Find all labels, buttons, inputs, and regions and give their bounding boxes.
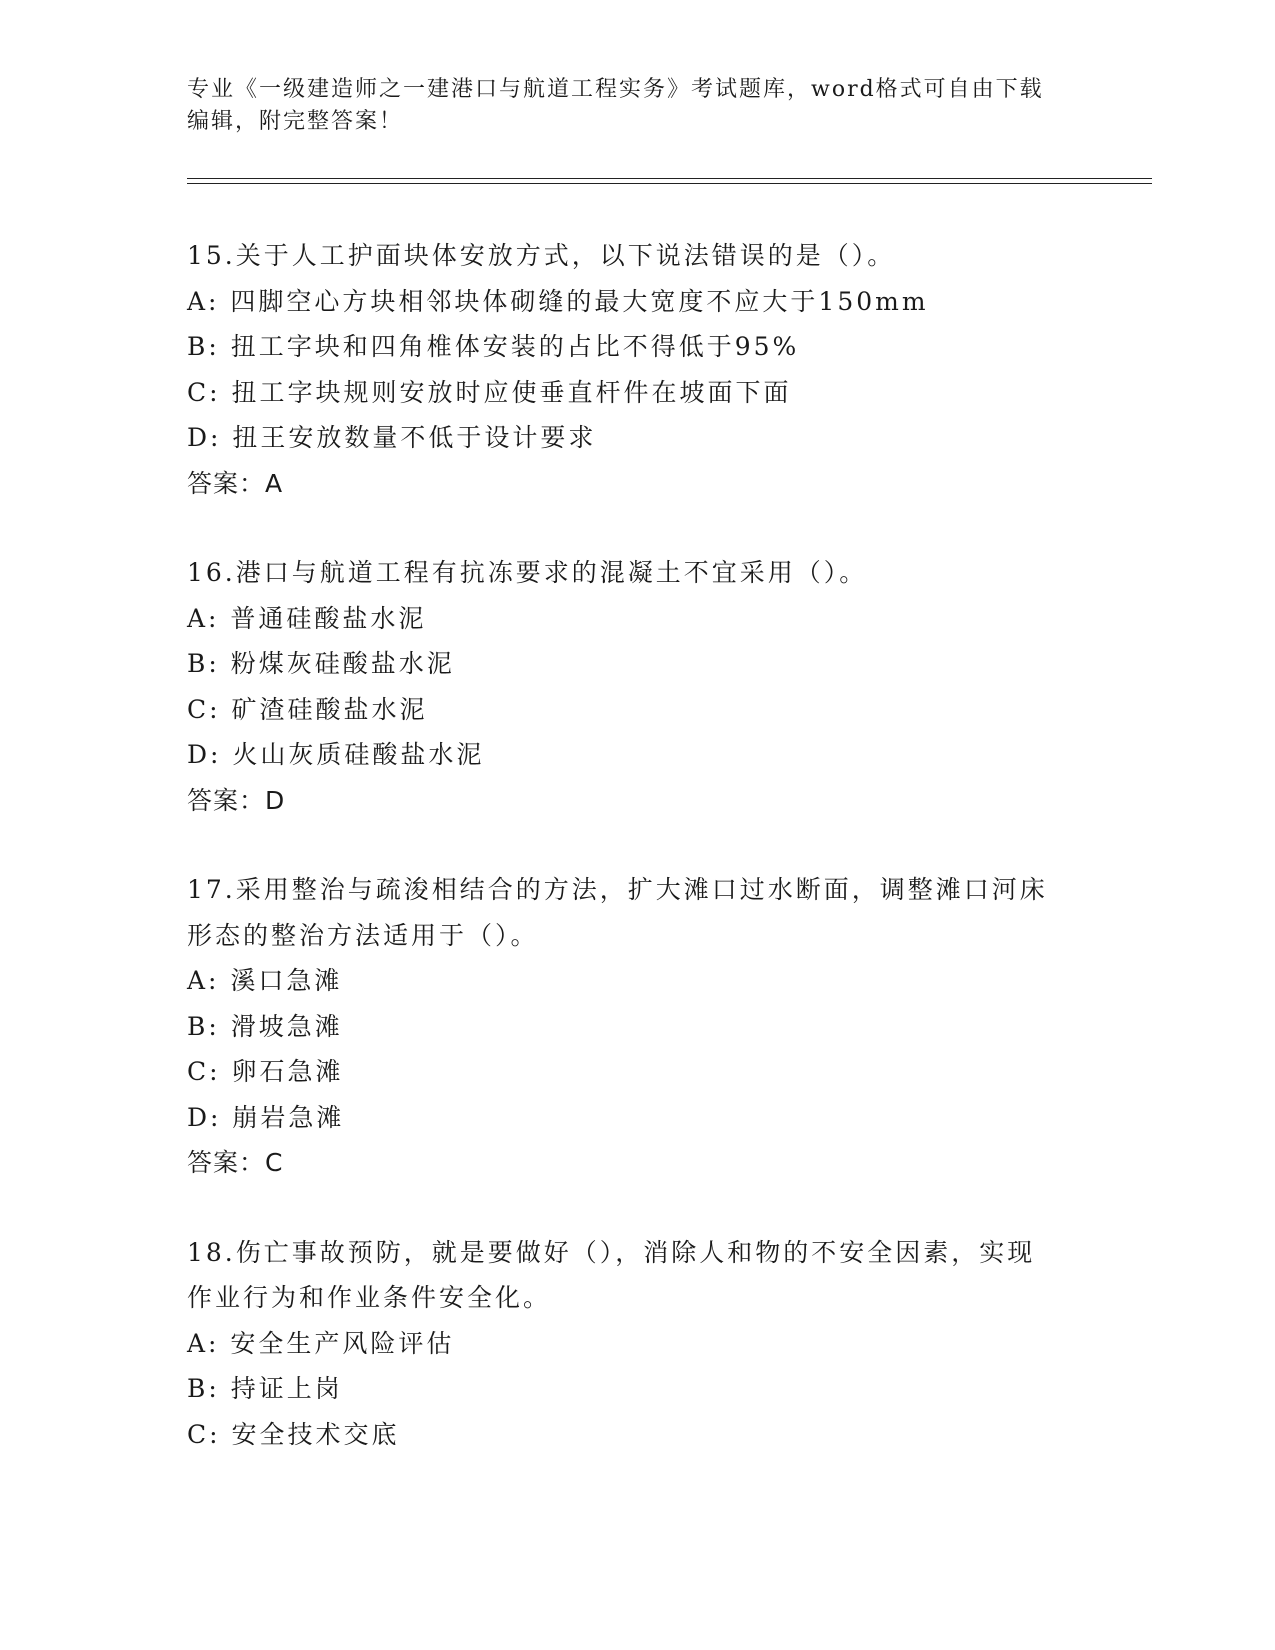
option-b: B: 滑坡急滩 (187, 1011, 343, 1041)
option-a: A: 四脚空心方块相邻块体砌缝的最大宽度不应大于150mm (187, 286, 929, 316)
answer-text: 答案：D (187, 785, 286, 815)
question-text-line-1: 18.伤亡事故预防，就是要做好（），消除人和物的不安全因素，实现 (187, 1237, 1036, 1267)
header-divider-top (187, 178, 1152, 179)
option-d: D: 崩岩急滩 (187, 1102, 345, 1132)
question-text-line-2: 形态的整治方法适用于（）。 (187, 920, 539, 950)
option-d: D: 火山灰质硅酸盐水泥 (187, 740, 485, 769)
option-a: A: 安全生产风险评估 (187, 1328, 455, 1358)
question-text: 16.港口与航道工程有抗冻要求的混凝土不宜采用（）。 (187, 558, 868, 587)
question-15 (187, 233, 1087, 506)
option-c: C: 扭工字块规则安放时应使垂直杆件在坡面下面 (187, 377, 792, 407)
option-b: B: 扭工字块和四角椎体安装的占比不得低于95% (187, 332, 800, 361)
header-divider-bottom (187, 183, 1152, 184)
option-b: B: 持证上岗 (187, 1374, 343, 1403)
option-a: A: 普通硅酸盐水泥 (187, 603, 427, 633)
question-18 (187, 1230, 1087, 1458)
header-line-2: 编辑，附完整答案！ (187, 109, 404, 134)
option-a: A: 溪口急滩 (187, 966, 343, 995)
option-c: C: 卵石急滩 (187, 1057, 344, 1086)
option-d: D: 扭王安放数量不低于设计要求 (187, 423, 597, 452)
document-header (187, 74, 1067, 138)
option-c: C: 安全技术交底 (187, 1419, 400, 1449)
question-17 (187, 867, 1087, 1186)
question-list (187, 233, 1087, 1501)
option-c: C: 矿渣硅酸盐水泥 (187, 694, 428, 724)
question-16 (187, 550, 1087, 823)
question-text: 15.关于人工护面块体安放方式，以下说法错误的是（）。 (187, 241, 896, 270)
answer-text: 答案：A (187, 468, 284, 498)
question-text-line-1: 17.采用整治与疏浚相结合的方法，扩大滩口过水断面，调整滩口河床 (187, 875, 1048, 904)
header-line-1: 专业《一级建造师之一建港口与航道工程实务》考试题库，word格式可自由下载 (187, 77, 1044, 102)
question-text-line-2: 作业行为和作业条件安全化。 (187, 1283, 552, 1312)
answer-text: 答案：C (187, 1148, 284, 1177)
option-b: B: 粉煤灰硅酸盐水泥 (187, 649, 455, 678)
